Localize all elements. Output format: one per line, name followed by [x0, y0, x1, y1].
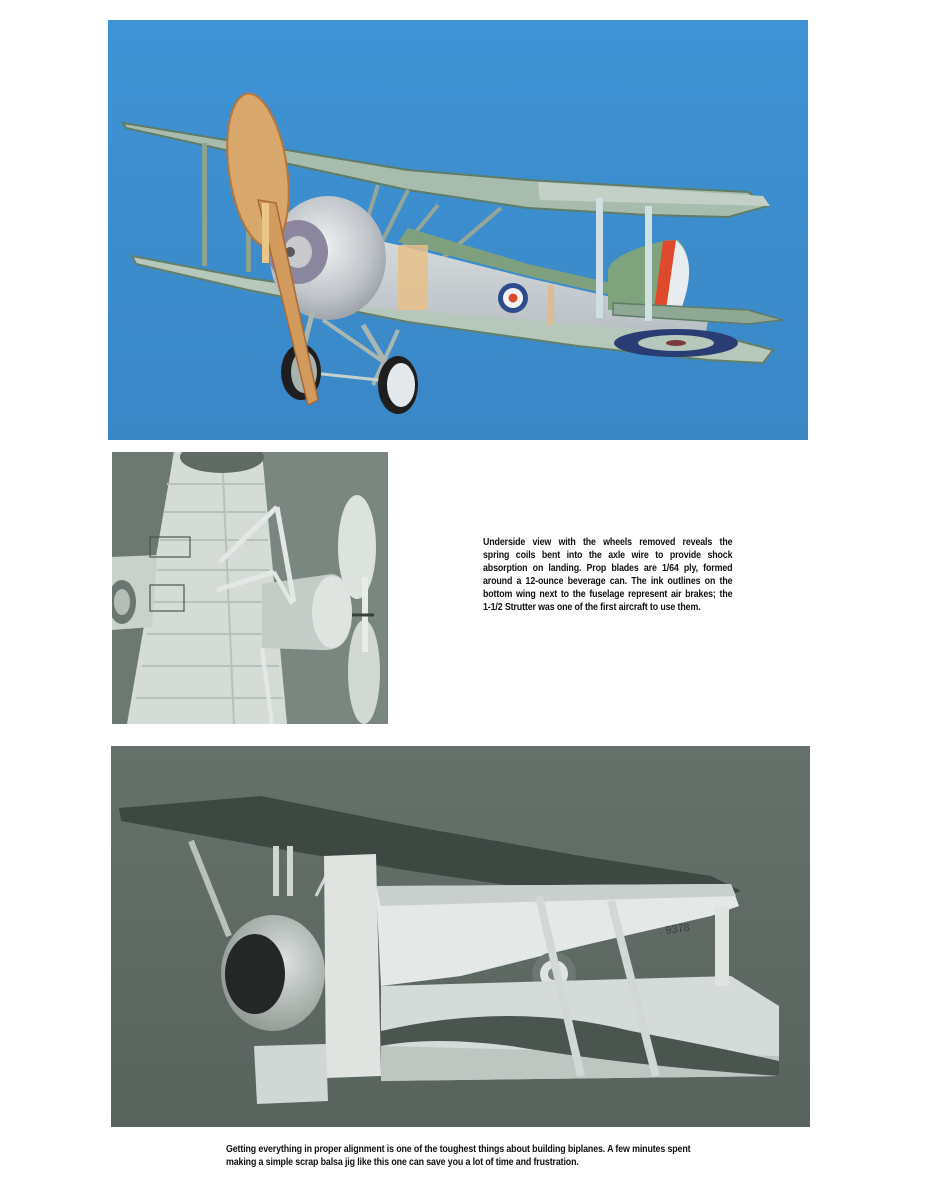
photo-balsa-jig-bw: [111, 746, 810, 1127]
caption-line: Getting everything in proper alignment is one of the toughest things about building biplanes. A few minutes spent: [226, 1144, 691, 1155]
biplane-illustration: [108, 20, 808, 440]
fuselage-serial: 9378: [664, 921, 691, 937]
underside-illustration: [112, 452, 388, 724]
caption-line: spring coils bent into the axle wire to provide shock: [483, 550, 733, 561]
caption-line: making a simple scrap balsa jig like this one can save you a lot of time and frustration.: [226, 1157, 579, 1168]
caption-line: Underside view with the wheels removed reveals the: [483, 537, 733, 548]
photo-underside-bw: [112, 452, 388, 724]
caption-line: absorption on landing. Prop blades are 1/64 ply, formed: [483, 563, 733, 574]
caption-line: around a 12-ounce beverage can. The ink outlines on the: [483, 576, 733, 587]
caption-line: 1-1/2 Strutter was one of the first aircraft to use them.: [483, 602, 701, 613]
caption-line: bottom wing next to the fuselage represent air brakes; the: [483, 589, 733, 600]
caption-underside-view: [483, 536, 732, 614]
jig-illustration: [111, 746, 810, 1127]
photo-biplane-color: [108, 20, 808, 440]
caption-balsa-jig: [226, 1143, 725, 1169]
